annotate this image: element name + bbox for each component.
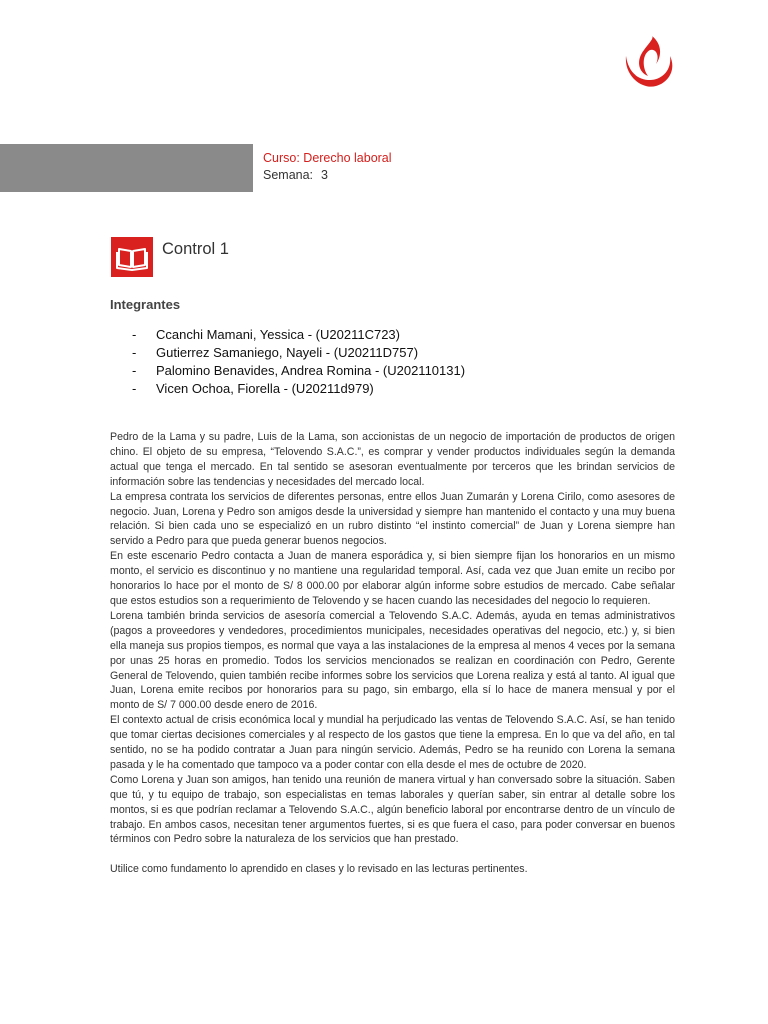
semana-label: Semana: <box>263 168 314 182</box>
list-dash: - <box>132 327 137 342</box>
list-item <box>132 344 465 362</box>
paragraph: Como Lorena y Juan son amigos, han tenido una reunión de manera virtual y han conversado sobre la situación. Saben que tú, y tu equipo de trabajo, son especialistas en temas laborales y querían saber, sin entrar al detalle sobre los montos, si es que podrían reclamar a Telovendo S.A.C., algún beneficio laboral por encontrarse dentro de un vínculo de trabajo. En ambos casos, necesitan tener argumentos fuertes, si es que fuera el caso, para poder conversar en buenos términos con Pedro sobre la naturaleza de los servicios que han prestado. <box>110 773 675 846</box>
list-dash: - <box>132 363 137 378</box>
member-name: Gutierrez Samaniego, Nayeli - (U20211D757) <box>156 345 419 360</box>
case-text <box>110 430 675 877</box>
header-gray-band <box>0 144 253 192</box>
list-item <box>132 326 465 344</box>
list-dash: - <box>132 381 137 396</box>
member-name: Vicen Ochoa, Fiorella - (U20211d979) <box>156 381 374 396</box>
paragraph: En este escenario Pedro contacta a Juan de manera esporádica y, si bien siempre fijan los honorarios en un mismo monto, el servicio es discontinuo y no mantiene una regularidad temporal. Así, cada vez que Juan emite un recibo por honorarios lo hace por el monto de S/ 8 000.00 por elaborar algún informe sobre estudios de mercado. Cabe señalar que estos estudios son a requerimiento de Telovendo y se hacen cuando las necesidades del negocio lo requieren. <box>110 550 675 607</box>
members-list <box>132 326 465 398</box>
list-dash: - <box>132 345 137 360</box>
closing-instruction: Utilice como fundamento lo aprendido en clases y lo revisado en las lecturas pertinentes. <box>110 863 528 876</box>
member-name: Palomino Benavides, Andrea Romina - (U202110131) <box>156 363 466 378</box>
paragraph: Pedro de la Lama y su padre, Luis de la Lama, son accionistas de un negocio de importación de productos de origen chino. El objeto de su empresa, “Telovendo S.A.C.”, es comprar y vender productos individuales según la demanda actual que tenga el mercado. En tal sentido se asesoran eventualmente por terceros que les brindan servicios de información sobre las tendencias y necesidades del mercado local. <box>110 431 675 488</box>
semana-value: 3 <box>321 168 328 182</box>
member-name: Ccanchi Mamani, Yessica - (U20211C723) <box>156 327 400 342</box>
paragraph: Lorena también brinda servicios de asesoría comercial a Telovendo S.A.C. Además, ayuda en temas administrativos (pagos a proveedores y vendedores, procedimientos municipales, necesidades operativas del negocio, etc.) y, si bien ella maneja sus propios tiempos, es normal que vaya a las instalaciones de la empresa al menos 4 veces por la semana por unas 25 horas en promedio. Todos los servicios mencionados se realizan en coordinación con Pedro, Gerente General de Telovendo, quien también recibe informes sobre los servicios que Lorena realiza y está al tanto. Al igual que Juan, Lorena emite recibos por honorarios para su pago, sin embargo, ella sí lo hace de manera mensual y por el monto de S/ 7 000.00 desde enero de 2016. <box>110 609 675 712</box>
course-info <box>263 150 392 184</box>
paragraph: El contexto actual de crisis económica local y mundial ha perjudicado las ventas de Telovendo S.A.C. Así, se han tenido que tomar ciertas decisiones comerciales y al respecto de los gastos que tiene la empresa. En lo que va del año, en tal sentido, no se ha podido contratar a Juan para ningún servicio. Además, Pedro se ha reunido con Lorena la semana pasada y le ha comentado que tampoco va a poder contar con ella desde el mes de octubre de 2020. <box>110 714 675 771</box>
list-item <box>132 362 465 380</box>
semana-row <box>263 167 392 184</box>
integrantes-heading: Integrantes <box>110 297 181 312</box>
open-book-icon <box>111 237 153 277</box>
control-title: Control 1 <box>162 240 229 258</box>
list-item <box>132 380 465 398</box>
upc-logo-icon <box>620 36 676 90</box>
paragraph: La empresa contrata los servicios de diferentes personas, entre ellos Juan Zumarán y Lorena Cirilo, como asesores de negocio. Juan, Lorena y Pedro son amigos desde la universidad y siempre han mantenido el contacto y una muy buena relación. Si bien cada uno se especializó en un rubro distinto “el instinto comercial” de Juan y Lorena siempre han servido a Pedro para que pueda generar buenos negocios. <box>110 490 675 548</box>
course-title: Curso: Derecho laboral <box>263 151 392 165</box>
